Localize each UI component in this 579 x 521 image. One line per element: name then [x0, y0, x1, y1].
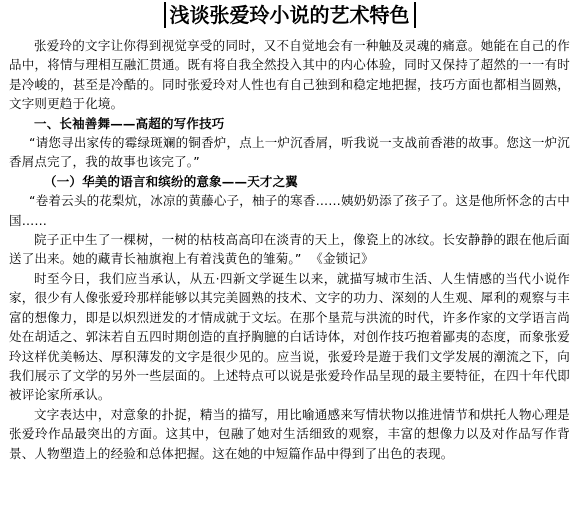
title-bar: [0, 0, 579, 32]
subsection-heading: （一）华美的语言和缤纷的意象——天才之翼: [44, 173, 299, 189]
article-body: [0, 32, 579, 463]
page-title: 浅谈张爱玲小说的艺术特色: [164, 2, 416, 28]
section-heading: 一、长袖善舞——高超的写作技巧: [34, 115, 225, 131]
quote-paragraph-2: [9, 230, 570, 269]
opening-quote: “请您寻出家传的霉绿斑斓的铜香炉，点上一炉沉香屑，听我说一支战前香港的故事。您这一炉沉香屑点完了，我的故事也该完了。”: [9, 135, 570, 170]
quote-paragraph-1: “卷着云头的花梨炕，冰凉的黄藤心子，柚子的寒香……姨奶奶添了孩子了。这是他所怀念的古中国……: [9, 193, 570, 228]
quote-source: 《金锁记》: [316, 251, 374, 267]
body-paragraph-2: 文字表达中，对意象的扑捉，精当的描写，用比喻通感来写情状物以推进情节和烘托人物心理是张爱玲作品最突出的方面。这其中，包融了她对生活细致的观察，丰富的想像力以及对作品写作背景、人物塑造上的经验和总体把握。这在她的中短篇作品中得到了出色的表现。: [9, 406, 570, 461]
body-paragraph-1: 时至今日，我们应当承认，从五·四新文学诞生以来，就描写城市生活、人生情感的当代小说作家，很少有人像张爱玲那样能够以其完美圆熟的技术、文字的功力、深刻的人生观、犀利的观察与丰富的想像力，即是以炽烈迸发的才情成就于文坛。在那个垦荒与洪流的时代，许多作家的文学语言尚处在胡适之、郭沫若自五四时期创造的直抒胸臆的白话诗体，对创作技巧抱着鄙夷的态度，而象张爱玲这样优美畅达、厚积薄发的文字是很少见的。应当说，张爱玲是遊于我们文学发展的潮流之下，向我们展示了文学的另外一些层面的。上述特点可以说是张爱玲作品呈现的最主要特征，在四十年代即被评论家所承认。: [9, 270, 570, 403]
quote-text: 院子正中生了一棵树，一树的枯枝高高印在淡青的天上，像瓷上的冰纹。长安静静的跟在他后面送了出来。她的藏青长袖旗袍上有着浅黄色的雏菊。”: [9, 232, 570, 267]
intro-paragraph: 张爱玲的文字让你得到视觉享受的同时，又不自觉地会有一种触及灵魂的痛意。她能在自己的作品中，将情与理相互融汇贯通。既有将自我全然投入其中的内心体验，同时又保持了超然的一一有时是冷峻的，甚至是冷酷的。同时张爱玲对人性也有自己独到和稳定地把握，技巧方面也都相当圆熟，文字则更趋于化境。: [9, 38, 570, 112]
